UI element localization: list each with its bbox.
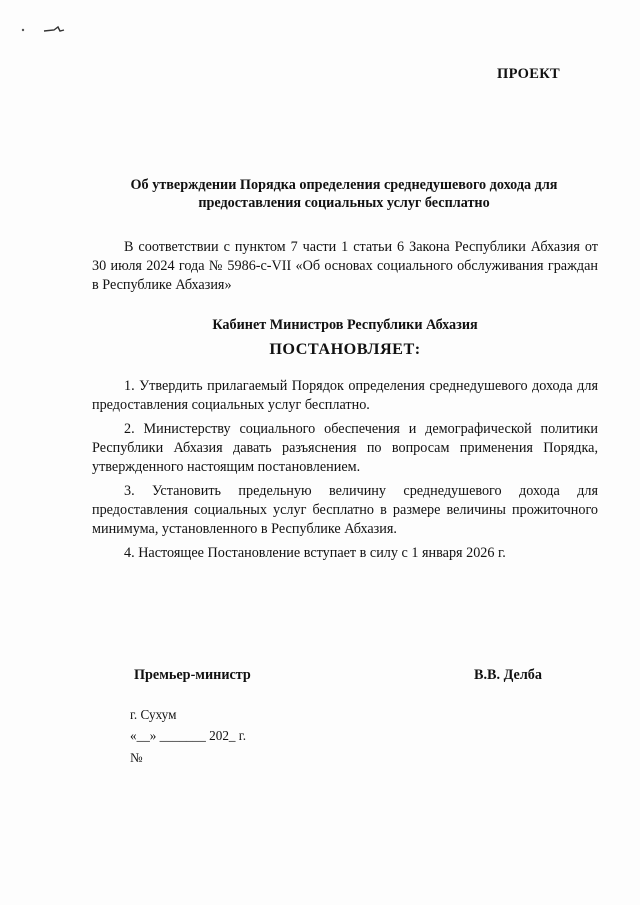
place-of-issue: г. Сухум: [130, 707, 177, 722]
date-placeholder: «__» _______ 202_ г.: [130, 728, 247, 743]
document-title: [92, 176, 596, 212]
draft-stamp: ПРОЕКТ: [497, 66, 560, 82]
title-line-1: Об утверждении Порядка определения среднедушевого дохода для: [130, 177, 558, 193]
document-number: №: [130, 750, 143, 765]
preamble-paragraph: В соответствии с пунктом 7 части 1 статьи 6 Закона Республики Абхазия от 30 июля 2024 года № 5986-с-VII «Об основах социального обслуживания граждан в Республике Абхазия»: [92, 239, 598, 293]
clause-1: 1. Утвердить прилагаемый Порядок определения среднедушевого дохода для предоставления социальных услуг бесплатно.: [92, 378, 598, 413]
clause-4: 4. Настоящее Постановление вступает в силу с 1 января 2026 г.: [124, 545, 506, 561]
scan-artifact-mark: [20, 22, 66, 36]
signatory-name: В.В. Делба: [474, 667, 542, 683]
clauses-list: [92, 377, 598, 568]
signatory-title: Премьер-министр: [134, 667, 251, 683]
decree-heading: ПОСТАНОВЛЯЕТ:: [269, 340, 421, 358]
title-line-2: предоставления социальных услуг бесплатно: [198, 195, 490, 211]
clause-3: 3. Установить предельную величину среднедушевого дохода для предоставления социальных услуг бесплатно в размере величины прожиточного минимума, установленного в Республике Абхазия.: [92, 483, 598, 537]
clause-2: 2. Министерству социального обеспечения и демографической политики Республики Абхазия давать разъяснения по вопросам применения Порядка, утвержденного настоящим постановлением.: [92, 421, 598, 475]
issuing-authority: Кабинет Министров Республики Абхазия: [212, 317, 478, 333]
